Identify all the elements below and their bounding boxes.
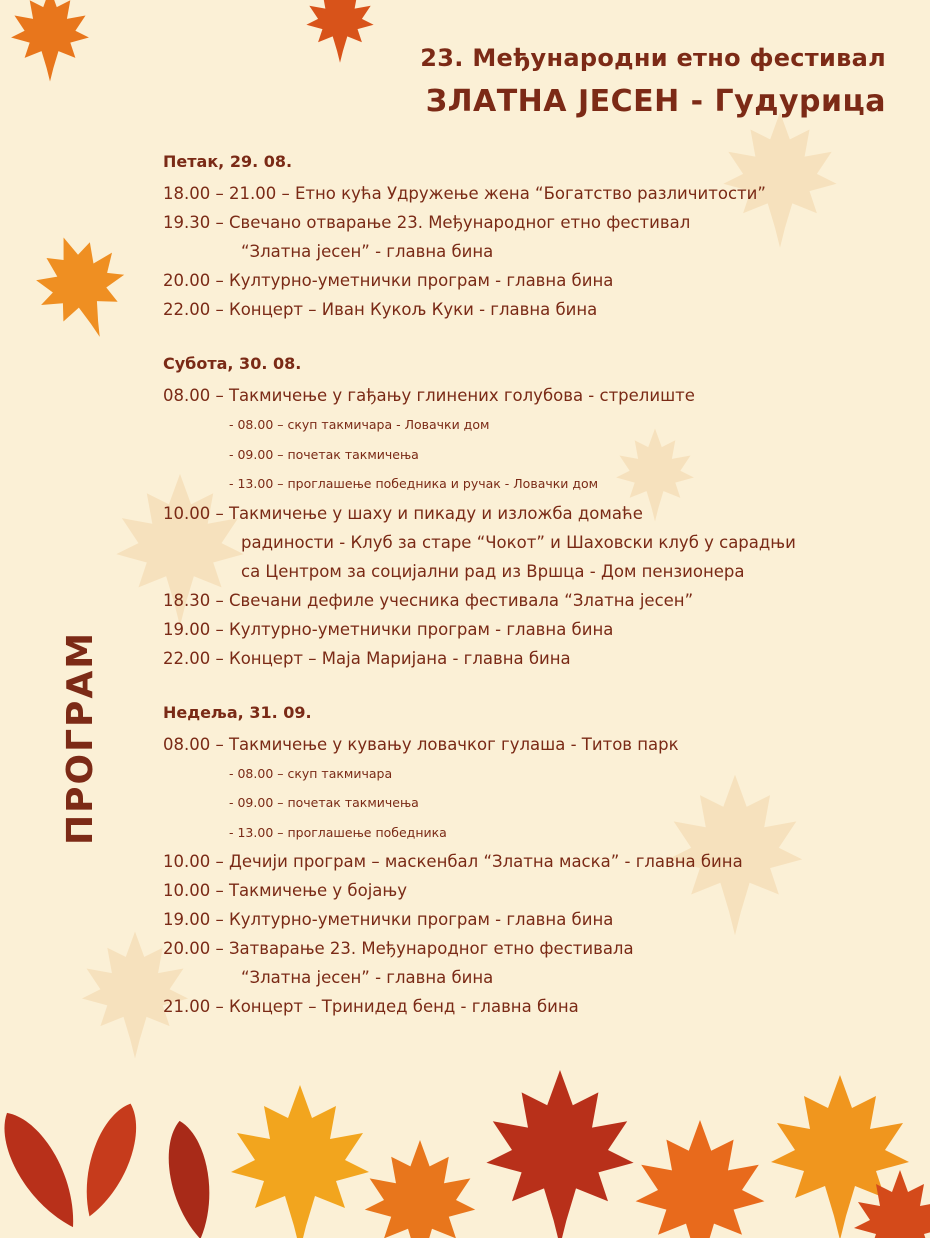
day-title: Петак, 29. 08.	[163, 152, 293, 171]
event-line: 10.00 – Такмичење у бојању	[163, 881, 407, 900]
event-line: 18.30 – Свечани дефиле учесника фестивала “Златна јесен”	[163, 590, 694, 610]
event-line-continuation: “Златна јесен” - главна бина	[241, 968, 494, 987]
sub-event-line: - 13.00 – проглашење победника	[229, 824, 447, 840]
event-line: 19.30 – Свечано отварање 23. Међународног етно фестивал	[163, 213, 691, 232]
event-line: 10.00 – Такмичење у шаху и пикаду и изложба домаће	[163, 503, 643, 523]
sub-event-line: - 13.00 – проглашење победника и ручак - Ловачки дом	[229, 476, 599, 491]
event-line: 18.00 – 21.00 – Етно кућа Удружење жена “Богатство различитости”	[163, 184, 766, 203]
event-line: 20.00 – Културно-уметнички програм - главна бина	[163, 271, 614, 290]
event-line-continuation: “Златна јесен” - главна бина	[241, 242, 494, 261]
program-schedule	[163, 152, 903, 1051]
day-section	[163, 152, 903, 324]
event-line: 19.00 – Културно-уметнички програм - главна бина	[163, 910, 614, 929]
event-line: 19.00 – Културно-уметнички програм - главна бина	[163, 619, 614, 639]
program-side-label: ПРОГРАМ	[60, 630, 101, 845]
maple-leaf-top-left	[0, 0, 110, 90]
maple-leaf-left	[20, 225, 140, 350]
festival-name-title: ЗЛАТНА ЈЕСЕН - Гудурица	[425, 84, 886, 119]
sub-event-line: - 08.00 – скуп такмичара	[229, 765, 393, 781]
leaf-cluster-bottom	[0, 1030, 930, 1238]
day-section	[163, 703, 903, 1022]
day-title: Недеља, 31. 09.	[163, 702, 312, 722]
festival-edition-title: 23. Међународни етно фестивал	[420, 44, 886, 72]
event-line: 08.00 – Такмичење у кувању ловачког гулаша - Титов парк	[163, 734, 679, 754]
event-line-continuation: радиности - Клуб за старе “Чокот” и Шаховски клуб у сарадњи	[241, 532, 796, 552]
event-line: 22.00 – Концерт – Маја Маријана - главна бина	[163, 648, 571, 668]
event-line: 20.00 – Затварање 23. Међународног етно фестивала	[163, 939, 634, 958]
day-section	[163, 354, 903, 673]
event-line-continuation: са Центром за социјални рад из Вршца - Дом пензионера	[241, 561, 745, 581]
day-title: Субота, 30. 08.	[163, 354, 302, 373]
sub-event-line: - 09.00 – почетак такмичења	[229, 446, 419, 462]
event-line: 22.00 – Концерт – Иван Кукољ Куки - главна бина	[163, 300, 598, 319]
sub-event-line: - 09.00 – почетак такмичења	[229, 795, 419, 810]
festival-header	[420, 44, 886, 119]
event-line: 21.00 – Концерт – Тринидед бенд - главна бина	[163, 997, 579, 1016]
event-line: 10.00 – Дечији програм – маскенбал “Златна маска” - главна бина	[163, 852, 743, 871]
maple-leaf-top-center	[265, 0, 415, 70]
event-line: 08.00 – Такмичење у гађању глинених голубова - стрелиште	[163, 386, 695, 405]
sub-event-line: - 08.00 – скуп такмичара - Ловачки дом	[229, 417, 490, 432]
